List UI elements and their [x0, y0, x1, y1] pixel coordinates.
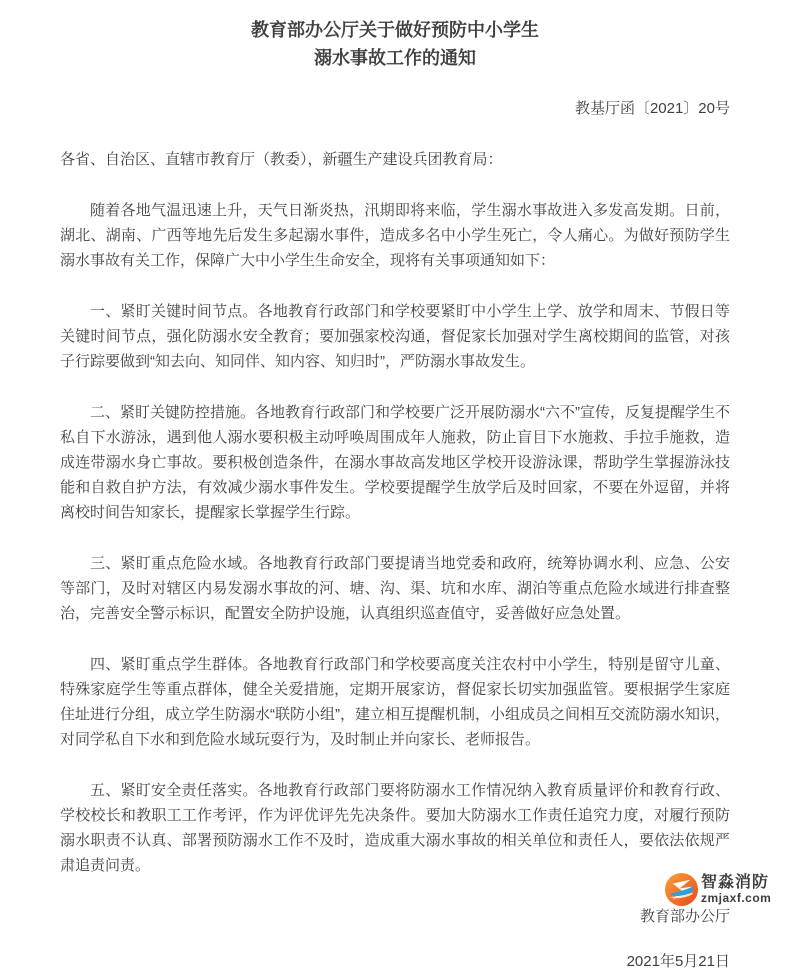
document-title — [60, 16, 730, 72]
watermark-logo — [664, 872, 771, 907]
body-paragraph-4: 四、紧盯重点学生群体。各地教育行政部门和学校要高度关注农村中小学生，特别是留守儿童、特殊家庭学生等重点群体，健全关爱措施，定期开展家访，督促家长切实加强监管。要根据学生家庭住址进行分组，成立学生防溺水“联防小组”，建立相互提醒机制，小组成员之间相互交流防溺水知识，对同学私自下水和到危险水域玩耍行为，及时制止并向家长、老师报告。 — [60, 656, 730, 748]
issuing-authority: 教育部办公厅 — [639, 908, 730, 925]
document-number: 教基厅函〔2021〕20号 — [574, 100, 730, 117]
body-paragraph-3: 三、紧盯重点危险水域。各地教育行政部门要提请当地党委和政府，统筹协调水利、应急、公安等部门，及时对辖区内易发溺水事故的河、塘、沟、渠、坑和水库、湖泊等重点危险水域进行排查整治，完善安全警示标识，配置安全防护设施，认真组织巡查值守，妥善做好应急处置。 — [60, 555, 730, 622]
body-paragraph-1: 一、紧盯关键时间节点。各地教育行政部门和学校要紧盯中小学生上学、放学和周末、节假日等关键时间节点，强化防溺水安全教育；要加强家校沟通，督促家长加强对学生离校期间的监管，对孩子行踪要做到“知去向、知同伴、知内容、知归时”，严防溺水事故发生。 — [60, 303, 730, 370]
body-paragraph-intro: 随着各地气温迅速上升，天气日渐炎热，汛期即将来临，学生溺水事故进入多发高发期。日前，湖北、湖南、广西等地先后发生多起溺水事件，造成多名中小学生死亡，令人痛心。为做好预防学生溺水事故有关工作，保障广大中小学生生命安全，现将有关事项通知如下： — [60, 202, 730, 269]
watermark-text — [701, 874, 771, 905]
document-date: 2021年5月21日 — [626, 953, 730, 970]
watermark-domain: zmjaxf.com — [701, 891, 772, 905]
body-paragraph-2: 二、紧盯关键防控措施。各地教育行政部门和学校要广泛开展防溺水“六不”宣传，反复提醒学生不私自下水游泳，遇到他人溺水要积极主动呼唤周围成年人施救，防止盲目下水施救、手拉手施救，造成连带溺水身亡事故。要积极创造条件，在溺水事故高发地区学校开设游泳课，帮助学生掌握游泳技能和自救自护方法，有效减少溺水事件发生。学校要提醒学生放学后及时回家，不要在外逗留，并将离校时间告知家长，提醒家长掌握学生行踪。 — [60, 404, 730, 521]
fire-brand-icon — [664, 872, 699, 907]
title-line-2: 溺水事故工作的通知 — [314, 48, 476, 68]
salutation: 各省、自治区、直辖市教育厅（教委），新疆生产建设兵团教育局： — [60, 151, 503, 168]
watermark-brand-name: 智淼消防 — [701, 874, 770, 891]
title-line-1: 教育部办公厅关于做好预防中小学生 — [251, 20, 539, 40]
body-paragraph-5: 五、紧盯安全责任落实。各地教育行政部门要将防溺水工作情况纳入教育质量评价和教育行政、学校校长和教职工工作考评，作为评优评先先决条件。要加大防溺水工作责任追究力度，对履行预防溺水职责不认真、部署预防溺水工作不及时，造成重大溺水事故的相关单位和责任人，要依法依规严肃追责问责。 — [60, 782, 730, 874]
